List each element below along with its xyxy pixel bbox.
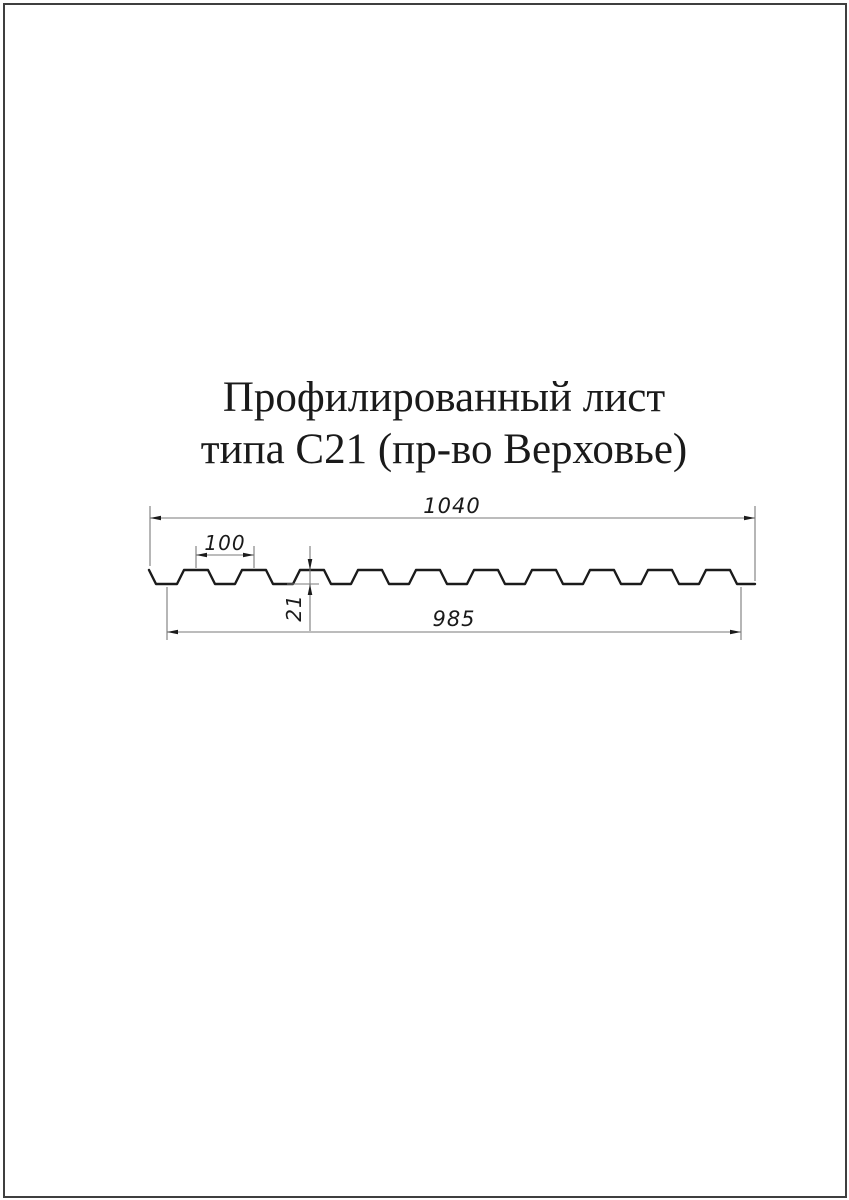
profile-height-label: 21 [282, 594, 306, 622]
rib-pitch-label: 100 [204, 531, 246, 555]
arrow-down-icon [308, 559, 313, 570]
arrow-left-icon [150, 516, 161, 521]
profile-outline [149, 570, 755, 584]
arrow-right-icon [744, 516, 755, 521]
dim-rib-pitch [196, 531, 254, 568]
arrow-right-icon [730, 630, 741, 635]
arrow-left-icon [167, 630, 178, 635]
drawing-title-line1: Профилированный лист [222, 374, 666, 421]
arrow-up-icon [308, 584, 313, 595]
dim-profile-height [282, 546, 319, 631]
drawing-title-line2: типа С21 (пр-во Верховье) [200, 426, 688, 473]
dim-useful-width [167, 587, 741, 640]
overall-width-label: 1040 [423, 494, 481, 518]
useful-width-label: 985 [432, 607, 476, 631]
